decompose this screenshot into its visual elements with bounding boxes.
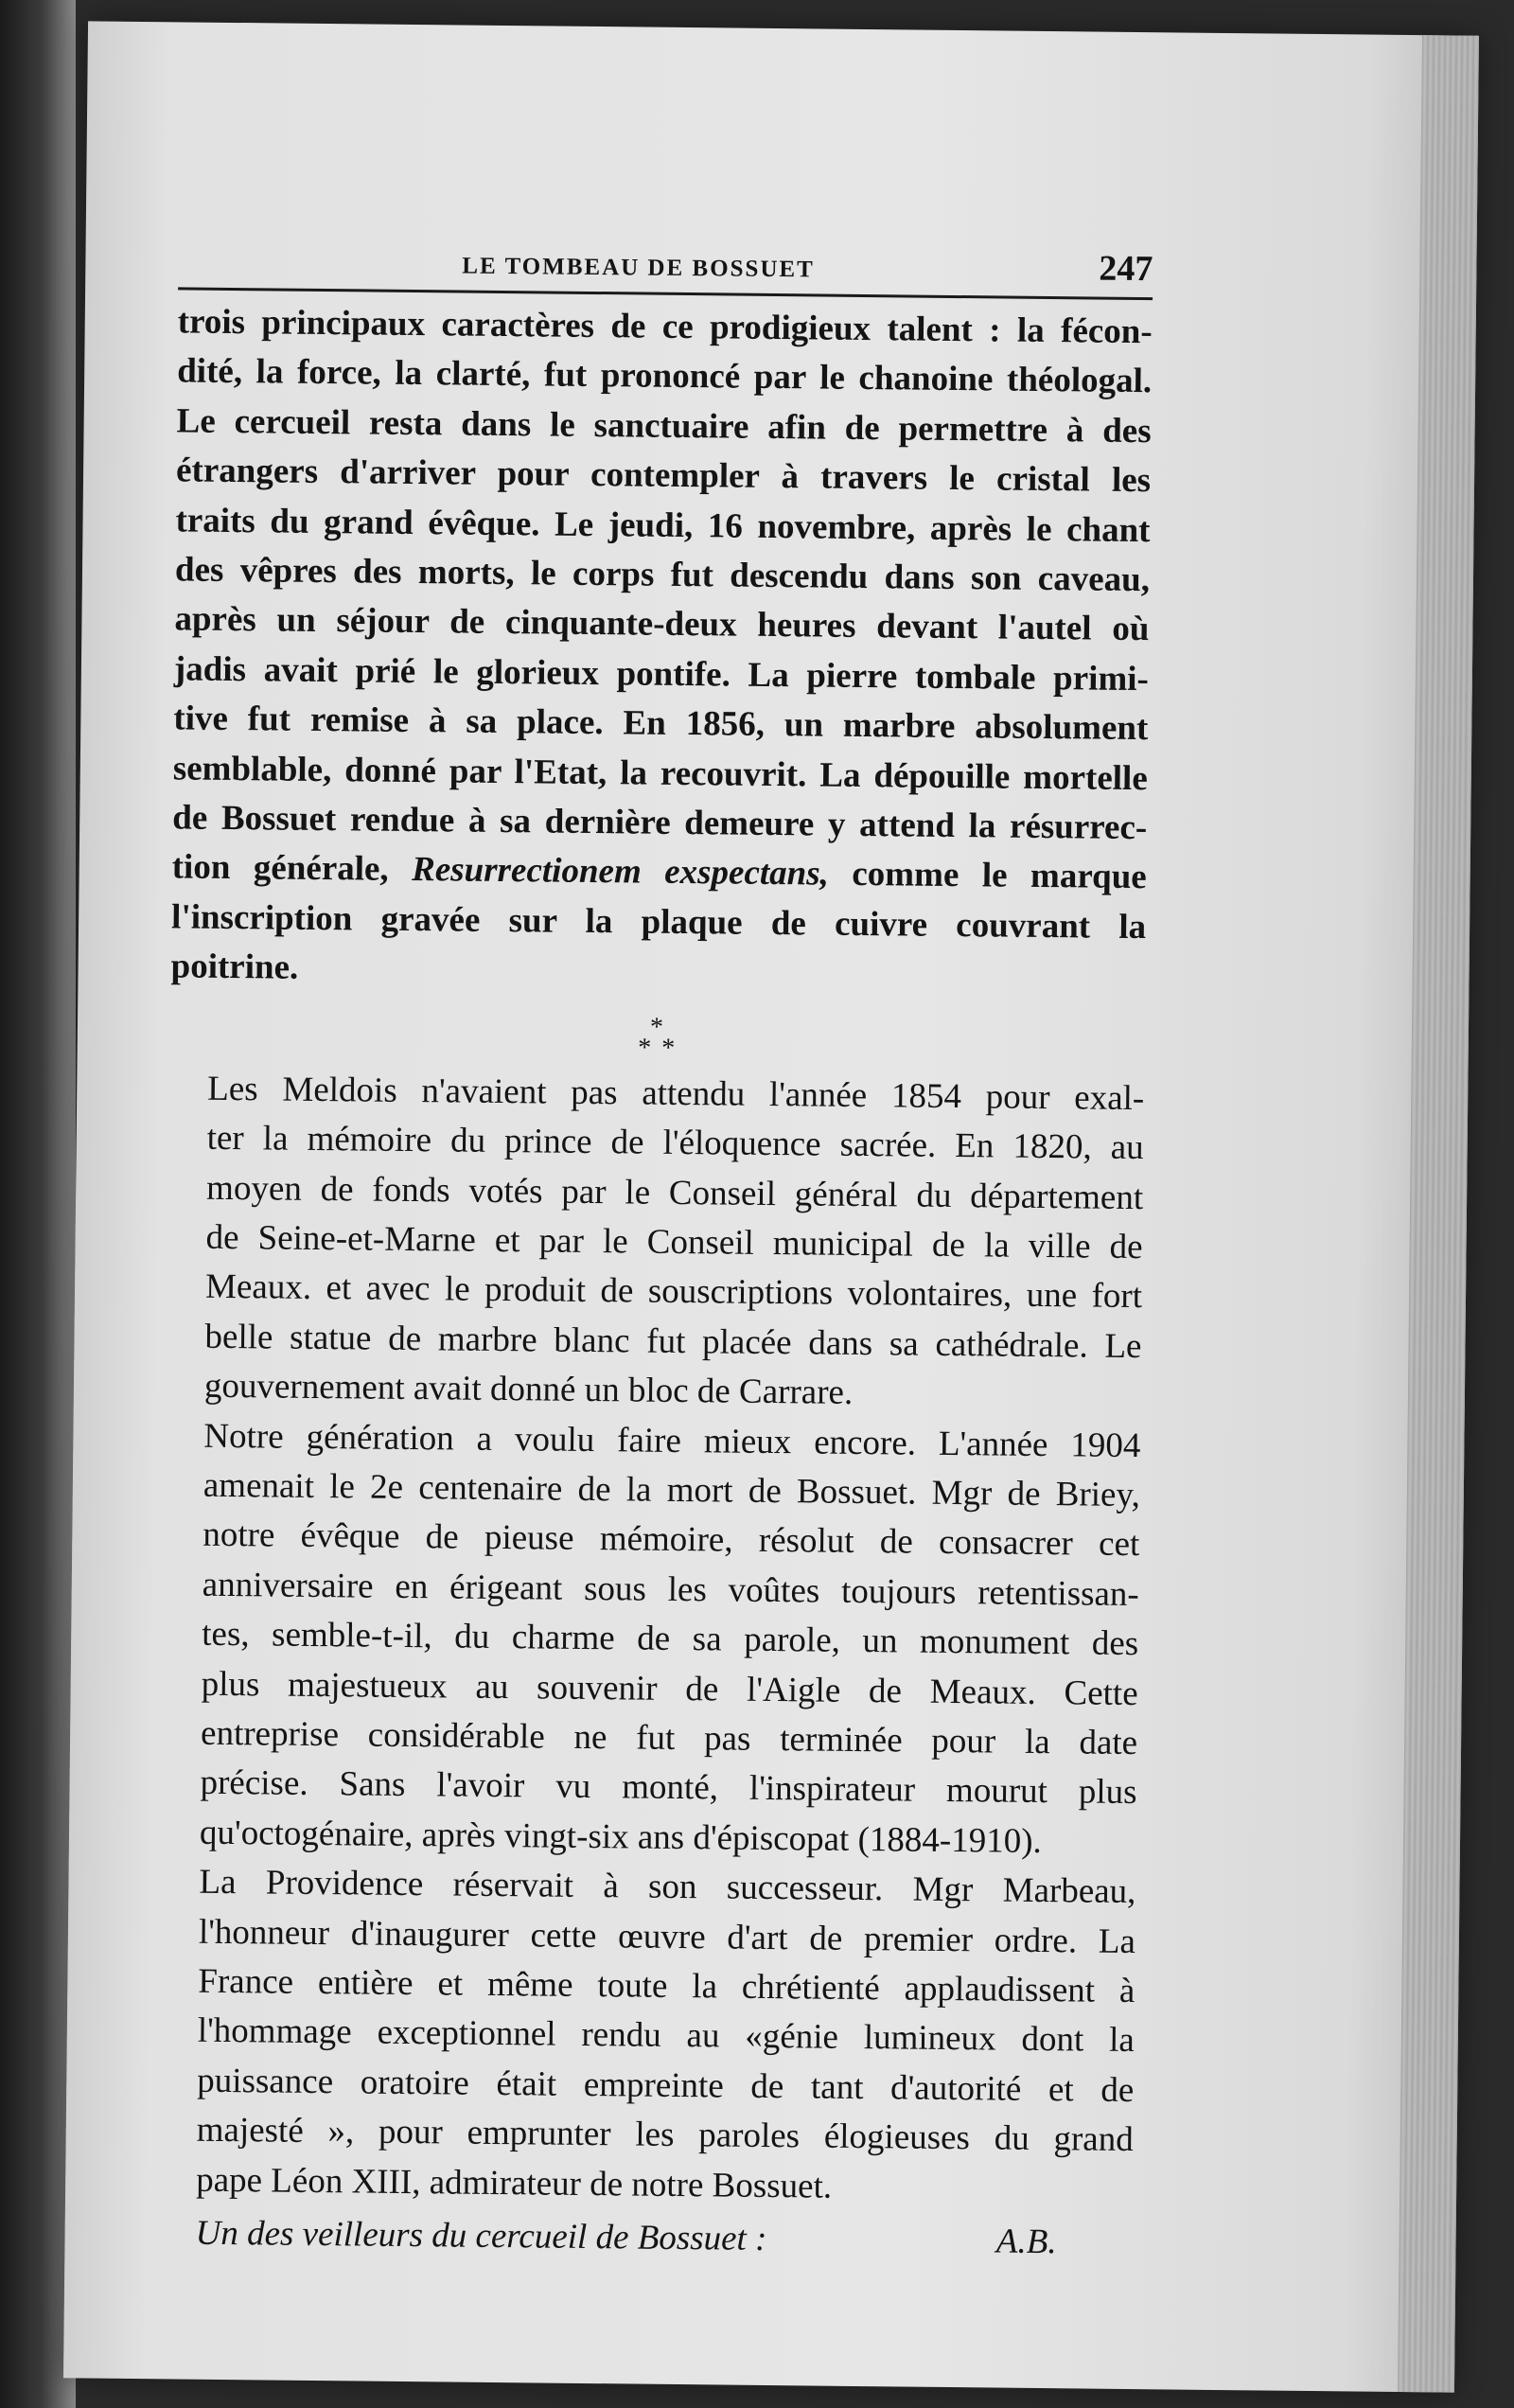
text-line: précise. Sans l'avoir vu monté, l'inspirateur mourut plus [200, 1763, 1137, 1813]
paragraph-2 [167, 1064, 1145, 1422]
text-line: La Providence réservait à son successeur. Mgr Marbeau, [199, 1862, 1136, 1912]
text-line: Meaux. et avec le produit de souscriptions volontaires, une fort [204, 1267, 1143, 1317]
asterism-top: * [649, 1012, 666, 1042]
text-line: moyen de fonds votés par le Conseil général du département [205, 1168, 1144, 1217]
asterism-bottom: * * [638, 1033, 678, 1063]
text-line: majesté », pour emprunter les paroles élogieuses du grand [196, 2110, 1134, 2160]
text-line: qu'octogénaire, après vingt-six ans d'épiscopat (1884-1910). [199, 1813, 1043, 1861]
running-title: LE TOMBEAU DE BOSSUET [462, 253, 815, 283]
text-line: l'hommage exceptionnel rendu au «génie lumineux dont la [197, 2011, 1136, 2061]
signature-text: Un des veilleurs du cercueil de Bossuet : [195, 2213, 767, 2259]
signature-line [157, 2208, 1132, 2268]
text-line: trois principaux caractères de ce prodigieux talent : la fécon- [177, 302, 1153, 352]
text-line: notre évêque de pieuse mémoire, résolut de consacrer cet [202, 1515, 1140, 1565]
text-line: poitrine. [170, 947, 299, 988]
text-fragment: tion générale, [171, 847, 413, 890]
text-line: Notre génération a voulu faire mieux encore. L'année 1904 [203, 1416, 1141, 1465]
text-line: des vêpres des morts, le corps fut descendu dans son caveau, [174, 550, 1151, 600]
text-line: dité, la force, la clarté, fut prononcé par le chanoine théologal. [176, 351, 1153, 401]
text-line: gouvernement avait donné un bloc de Carrare. [203, 1366, 854, 1413]
book-page [63, 21, 1479, 2392]
text-line: après un séjour de cinquante-deux heures devant l'autel où [174, 599, 1150, 649]
asterism-separator [170, 1007, 1146, 1069]
text-line: de Bossuet rendue à sa dernière demeure y attend la résurrec- [172, 798, 1148, 848]
signature-initials: A.B. [995, 2222, 1057, 2262]
text-fragment: comme le marque [828, 855, 1147, 897]
text-line: plus majestueux au souvenir de l'Aigle de Meaux. Cette [201, 1664, 1138, 1713]
text-line: amenait le 2e centenaire de la mort de Bossuet. Mgr de Briey, [202, 1465, 1141, 1515]
text-line: France entière et même toute la chrétienté applaudissent à [198, 1961, 1136, 2011]
running-header [178, 234, 1153, 300]
text-line: ter la mémoire du prince de l'éloquence sacrée. En 1820, au [206, 1118, 1144, 1168]
text-line: traits du grand évêque. Le jeudi, 16 novembre, après le chant [175, 500, 1151, 550]
text-line: pape Léon XIII, admirateur de notre Bossuet. [195, 2160, 833, 2206]
page-edge-shadow [1398, 35, 1479, 2392]
text-line: puissance oratoire était empreinte de tant d'autorité et de [197, 2061, 1135, 2110]
text-line: Le cercueil resta dans le sanctuaire afin de permettre à des [176, 401, 1152, 451]
text-line: de Seine-et-Marne et par le Conseil municipal de la ville de [205, 1217, 1143, 1267]
paragraph-3 [162, 1411, 1141, 1868]
latin-epitaph: Resurrectionem exspectans, [411, 850, 830, 894]
text-line: tes, semble-t-il, du charme de sa parole, un monument des [202, 1614, 1139, 1664]
text-line: anniversaire en érigeant sous les voûtes toujours retentissan- [202, 1565, 1139, 1614]
text-line: étrangers d'arriver pour contempler à travers le cristal les [175, 451, 1152, 501]
scan-left-edge [0, 0, 76, 2408]
text-line: semblable, donné par l'Etat, la recouvrit. La dépouille mortelle [172, 749, 1148, 798]
text-line: jadis avait prié le glorieux pontife. La pierre tombale primi- [173, 649, 1150, 699]
text-line: tive fut remise à sa place. En 1856, un marbre absolument [173, 699, 1149, 749]
paragraph-1 [170, 297, 1153, 1001]
text-line: l'inscription gravée sur la plaque de cuivre couvrant la [170, 897, 1147, 947]
page-number: 247 [1099, 248, 1153, 290]
text-line: entreprise considérable ne fut pas terminée pour la date [200, 1713, 1138, 1763]
text-line: belle statue de marbre blanc fut placée dans sa cathédrale. Le [204, 1317, 1142, 1366]
text-line: Les Meldois n'avaient pas attendu l'année 1854 pour exal- [207, 1069, 1145, 1118]
text-line: l'honneur d'inaugurer cette œuvre d'art de premier ordre. La [198, 1912, 1136, 1961]
page-text-block [157, 234, 1153, 2268]
paragraph-4 [158, 1857, 1136, 2215]
